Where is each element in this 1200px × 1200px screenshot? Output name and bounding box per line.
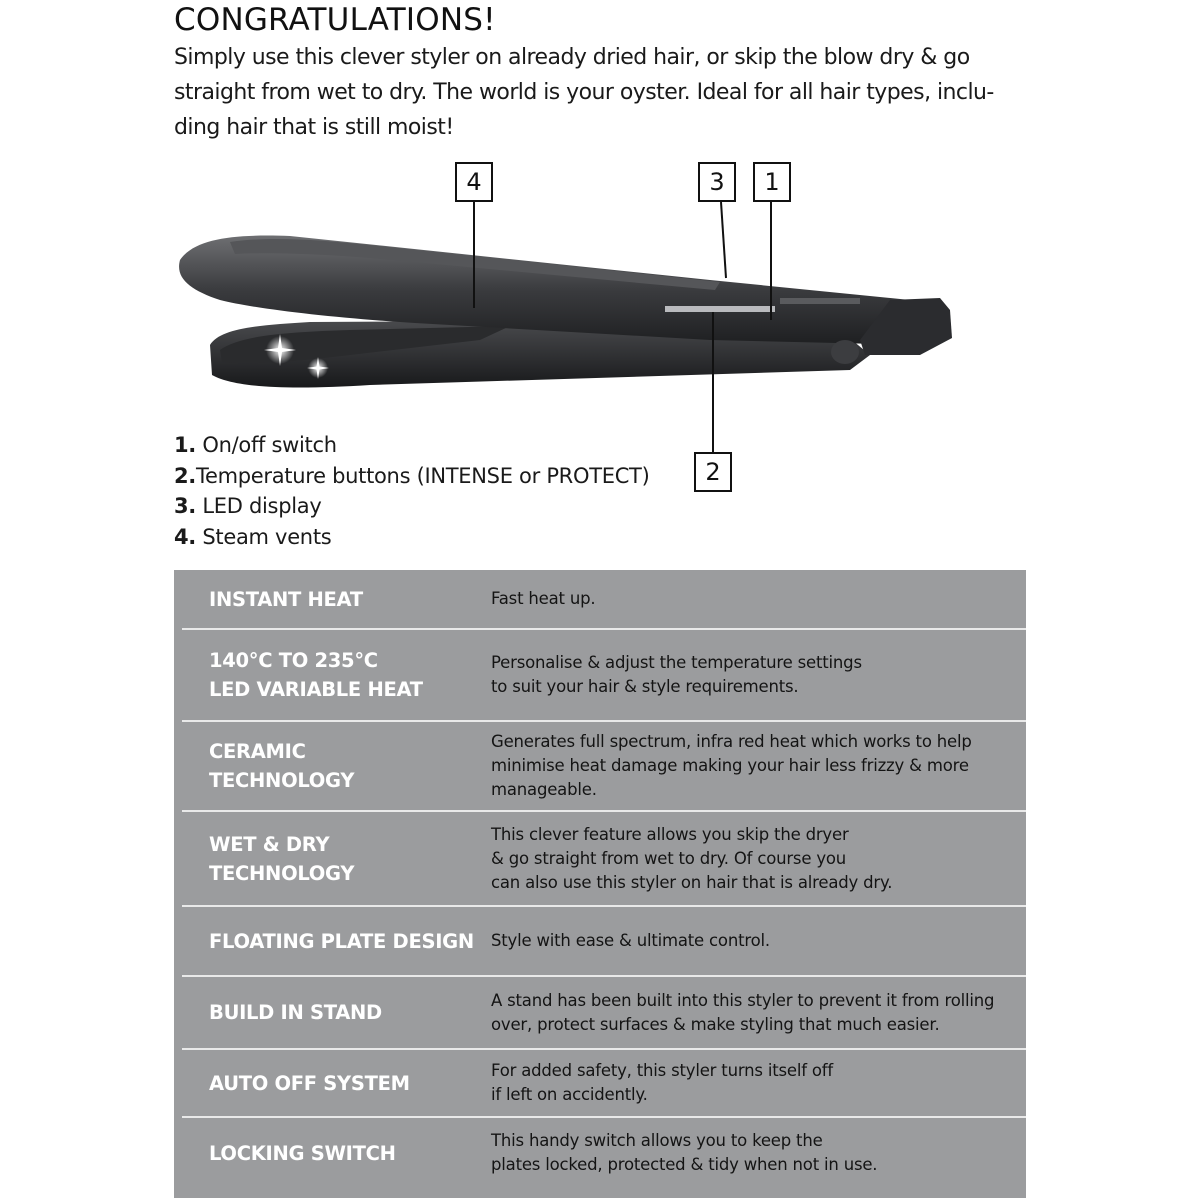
intro-line: Simply use this clever styler on already dried hair, or skip the blow dry & go [174,45,970,70]
callout-3: 3 [698,162,736,202]
feature-row [182,570,1026,630]
callout-1: 1 [753,162,791,202]
feature-desc: Generates full spectrum, infra red heat which works to help minimise heat damage making your hair less frizzy & more manageable. [491,732,972,799]
features-table [174,570,1026,1198]
feature-name: FLOATING PLATE DESIGN [209,929,474,953]
page-title: CONGRATULATIONS! [174,2,496,38]
feature-desc: Fast heat up. [491,589,596,608]
stand-knob [831,340,859,364]
callout-2: 2 [694,452,732,492]
feature-name: BUILD IN STAND [209,1001,382,1024]
feature-name: AUTO OFF SYSTEM [209,1071,410,1095]
intro-line: ding hair that is still moist! [174,115,454,140]
intro-paragraph [174,40,1034,145]
legend-item: 2.Temperature buttons (INTENSE or PROTECT) [174,463,650,488]
callout-4: 4 [455,162,493,202]
leader-line-3 [721,202,726,278]
legend-item: 4. Steam vents [174,524,332,549]
legend-item: 1. On/off switch [174,433,337,457]
feature-row [182,907,1026,977]
feature-desc: For added safety, this styler turns itself off if left on accidently. [491,1061,833,1104]
intro-line: straight from wet to dry. The world is your oyster. Ideal for all hair types, inclu- [174,80,994,105]
feature-row [182,812,1026,907]
feature-row [182,1118,1026,1188]
feature-desc: This clever feature allows you skip the dryer & go straight from wet to dry. Of course you can also use this styler on hair that is already dry. [491,824,893,892]
feature-row [182,630,1026,722]
feature-desc: This handy switch allows you to keep the plates locked, protected & tidy when not in use. [491,1131,878,1174]
led-display-strip [780,298,860,304]
feature-name: WET & DRY TECHNOLOGY [209,832,355,885]
feature-name: INSTANT HEAT [209,587,363,611]
feature-name: 140°C TO 235°C LED VARIABLE HEAT [209,649,423,701]
feature-desc: Style with ease & ultimate control. [491,931,770,950]
feature-name: LOCKING SWITCH [209,1141,396,1165]
parts-legend [174,430,649,552]
feature-row [182,977,1026,1050]
feature-desc: Personalise & adjust the temperature settings to suit your hair & style requirements. [491,653,862,696]
feature-row [182,722,1026,812]
feature-row [182,1050,1026,1118]
feature-name: CERAMIC TECHNOLOGY [209,740,355,792]
feature-desc: A stand has been built into this styler to prevent it from rolling over, protect surfaces & make styling that much easier. [491,990,995,1034]
temperature-buttons [665,306,775,312]
legend-item: 3. LED display [174,494,322,518]
